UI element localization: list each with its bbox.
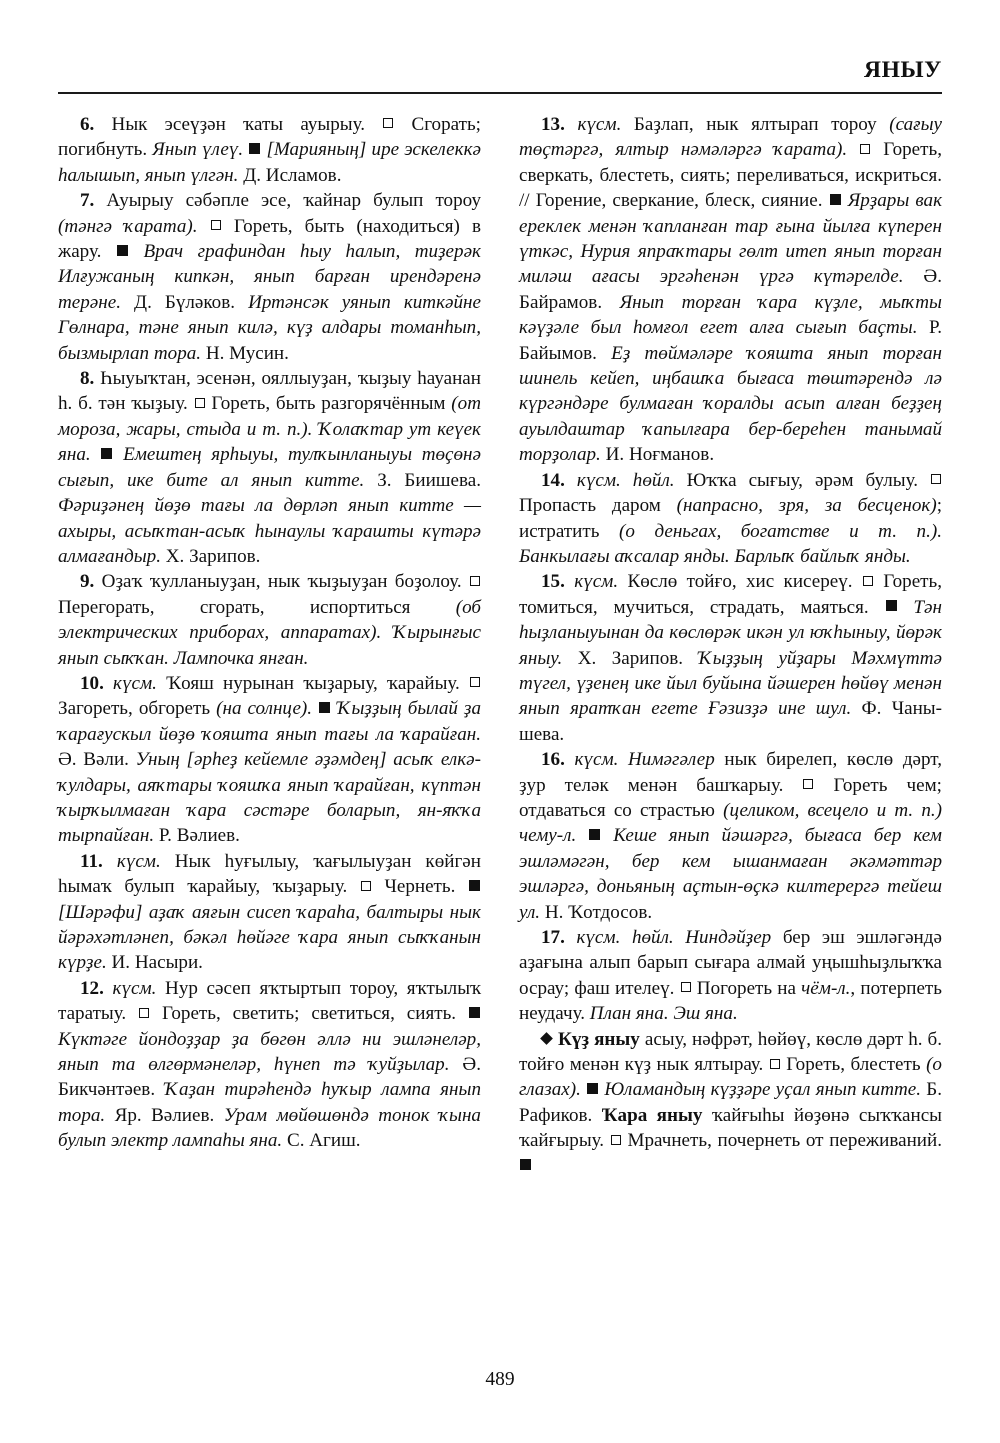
definition-text: Юҡҡа сығыу, әрәм булыу. [674,469,930,491]
citation-marker-icon [117,245,128,256]
citation-marker-icon [589,829,600,840]
definition-text: Гореть, быть (находиться) в жару. [58,215,482,263]
sense-number: 10. [80,672,104,694]
definition-text: Ә. Байрамов. [519,266,942,313]
definition-text: Нык һуғылыу, ҡағылыуҙан көйгән һымаҡ булып ҡарайыу, ҡыҙарыу. [58,850,481,898]
russian-gloss-marker-icon [860,144,870,154]
usage-label: күсм. [113,672,157,694]
definition-text: Гореть, быть разгорячённым [211,393,452,415]
example-text: (тәнгә ҡарата). [58,215,198,237]
definition-text: Н. Мусин. [201,342,289,364]
sense-entry [58,188,481,366]
definition-text: Ф. Чанышева. [519,698,942,745]
example-text: Урам мөйөшөндә тонок ҡына булып электр лампаһы яна. [58,1104,481,1152]
example-text: Иртәнсәк уянып киткәйне Гөлнара, тәне янып килә, күҙ алдары томанһып, бызмырлап тора. [58,291,481,364]
definition-text: Д. Исламов. [238,164,342,186]
russian-gloss-marker-icon [383,118,393,128]
definition-text: Чернеть. [384,876,468,898]
definition-text: Гореть, светить; светиться, сиять. [162,1003,468,1025]
sense-entry [58,671,481,849]
definition-text: Ҡояш нурынан ҡыҙарыу, ҡарайыу. [156,672,469,694]
example-text: Врач графиндан һыу һалып, тиҙерәк Илғужаның кипкән, янып барған ирендәренә терәне. [58,241,481,313]
citation-marker-icon [101,448,112,459]
example-text: (целиком, всецело и т. п.) чему-л. [519,799,942,847]
sense-number: 12. [80,977,104,999]
russian-gloss-marker-icon [470,576,480,586]
example-text: Еҙ төймәләре ҡояшта янып торған шинель кейеп, иңбашҡа бығаса төштәрендә лә күргәндәре булмаған ҡоралды асып алған беҙҙең ауылдаштар ҡапылғара бер-береһен танымай торҙолар. [519,342,942,466]
citation-marker-icon [587,1083,598,1094]
definition-text: Х. Зарипов. [562,647,699,669]
phrase-marker-icon [540,1032,553,1045]
definition-text: Р. Вәлиев. [154,825,240,847]
russian-gloss-marker-icon [361,881,371,891]
phrase-entry [519,1027,942,1179]
russian-gloss-marker-icon [139,1008,149,1018]
example-text: Емештең ярһыуы, тулҡынланыуы төҫөнә сығып, ике бите ал янып китте. [58,444,481,491]
example-text: Ниндәйҙер [685,927,772,948]
sense-number: 7. [80,190,95,212]
phrase-headword: Күҙ яныу [558,1028,640,1050]
russian-gloss-marker-icon [195,398,205,408]
example-text: Нимәгәлер [628,749,715,771]
definition-text: Гореть, сверкать, блестеть, сиять; переливаться, искриться. // Горение, сверкание, блеск, сияние. [519,139,942,212]
page-header [58,56,942,102]
citation-marker-icon [520,1159,531,1170]
russian-gloss-marker-icon [931,474,941,484]
sense-number: 16. [541,749,565,771]
usage-label: күсм. [574,571,619,593]
citation-marker-icon [319,702,330,713]
running-head: ЯНЫУ [864,57,942,83]
sense-entry [58,849,481,976]
right-column [519,112,942,1333]
definition-text: Ә. Бикчәнтәев. [58,1054,481,1101]
definition-text: Загореть, обгореть [58,698,217,720]
definition-text: Ауырыу сәбәпле эсе, ҡайнар булып тороу [106,190,481,212]
page-footer [0,1369,1000,1391]
definition-text: Гореть, блестеть [786,1054,927,1076]
definition-text: Мрачнеть, почернеть от переживаний. [627,1130,942,1152]
russian-gloss-marker-icon [803,779,813,789]
usage-label: күсм. [574,749,619,771]
definition-text: Яр. Вәлиев. [105,1104,224,1126]
page-number: 489 [485,1369,515,1390]
example-text: Тән һыҙланыуынан да көслөрәк икән ул юҡһыныу, йөрәк яныу. [519,596,942,669]
sense-number: 9. [80,571,95,593]
sense-entry [58,976,481,1154]
sense-entry [519,569,942,747]
definition-text: Д. Бүләков. [121,291,249,313]
definition-text: Көслө тойғо, хис кисереү. [618,571,862,593]
definition-text: Н. Ҡотдосов. [540,901,653,923]
definition-text: Оҙаҡ ҡулланыуҙан, нык ҡыҙыуҙан боҙолоу. [101,571,469,593]
example-text: (сағыу төҫтәргә, ялтыр нәмәләргә ҡарата). [519,114,942,161]
usage-label: күсм. [112,977,157,999]
sense-entry [519,747,942,925]
russian-gloss-marker-icon [681,982,691,992]
definition-text: Пропасть даром [519,495,677,517]
definition-text: Нык эсеүҙән ҡаты ауырыу. [111,114,383,135]
example-text: Ҡыҙҙың уйҙары Мәхмүттә түгел, үҙенең ике йыл буйына йәшерен һөйөү менән янып яратҡан егете Ғәзизҙә ине шул. [519,647,942,720]
definition-text: Сгорать; погибнуть. [58,114,481,161]
usage-label: күсм. [577,114,622,135]
definition-text: Б. Рафиков. [519,1079,942,1126]
header-rule [58,92,942,94]
citation-marker-icon [469,1007,480,1018]
russian-gloss-marker-icon [863,576,873,586]
example-text: (об электрических приборах, аппаратах). Ҡырынғыс янып сыҡҡан. Лампочка янған. [58,596,481,669]
example-text: Ярҙары вак ереклек менән ҡапланған тар ғына йылға күперен үткәс, Нурия япраҡтары гөлт итеп янып торған миләш ағасы эргәһенән үргә күтәрелде. [519,190,942,288]
definition-text: ; истратить [519,495,942,542]
sense-entry [519,925,942,1027]
citation-marker-icon [830,194,841,205]
sense-number: 13. [541,114,565,135]
example-text: Янып үлеү. [152,139,244,161]
example-text: Фәриҙәнең йөҙө тағы ла дөрләп янып китте — ахыры, асыҡтан-асыҡ һынаулы ҡарашты күтәрә алмағандыр. [58,495,481,567]
sense-number: 8. [80,368,95,390]
citation-marker-icon [249,143,260,154]
sense-number: 17. [541,927,565,948]
example-text: (о глазах). [519,1054,942,1101]
definition-text: И. Насыри. [106,952,203,974]
definition-text: Х. Зарипов. [160,545,261,567]
definition-text [618,749,628,770]
russian-gloss-marker-icon [470,677,480,687]
text-columns [58,112,942,1333]
example-text: Юламандың күҙҙәре уҫал янып китте. [604,1079,922,1101]
definition-text: Нур сәсеп яҡтыртып тороу, яҡтылыҡ таратыу. [58,977,481,1025]
definition-text: асыу, нәфрәт, һөйөү, көслө дәрт һ. б. тойғо менән күҙ нык ялтырау. [519,1028,942,1076]
example-text: Кеше янып йәшәргә, бығаса бер кем эшләмәгән, бер кем ышанмаған әкәмәттәр эшләргә, доньяның аҫтын-өҫкә килтерергә тейеш ул. [519,825,942,923]
definition-text: С. Агиш. [282,1130,361,1152]
left-column [58,112,481,1333]
sense-number: 11. [80,850,103,872]
example-text: (от мороза, жары, стыда и т. п.). Ҡолаҡтар ут кеүек яна. [58,393,481,466]
sense-number: 15. [541,571,565,593]
russian-gloss-marker-icon [770,1059,780,1069]
russian-gloss-marker-icon [211,220,221,230]
citation-marker-icon [469,880,480,891]
example-text: (напрасно, зря, за бесценок) [676,495,937,517]
definition-text: З. Биишева. [364,469,481,491]
definition-text: бер эш эшләгәндә аҙағына алып барып сығара алмай уңышһыҙлыҡҡа осрау; фаш ителеү. [519,927,942,999]
sense-entry [519,112,942,468]
sense-entry [519,468,942,570]
usage-label: күсм. һөйл. [576,927,674,948]
example-text: чём-л. [801,977,851,999]
phrase-headword: Ҡара яныу [601,1104,703,1126]
example-text: [Марияның] ире эскелеккә һалышып, янып үлгән. [58,139,481,186]
russian-gloss-marker-icon [611,1135,621,1145]
definition-text: Перегорать, сгорать, испортиться [58,596,456,618]
definition-text [674,927,686,948]
definition-text: Ә. Вәли. [58,749,136,771]
example-text: План яна. Эш яна. [589,1003,738,1025]
sense-entry [58,112,481,188]
sense-entry [58,366,481,569]
definition-text: , потерпеть неудачу. [519,977,942,1025]
example-text: Ҡаҙан тирәһендә һуҡыр лампа янып тора. [58,1079,481,1126]
definition-text: нык бирелеп, көслө дәрт, ҙур теләк менән башҡарыу. [519,749,942,796]
definition-text: ҡайғыһы йөҙөнә сыҡҡансы ҡайғырыу. [519,1104,943,1152]
definition-text: И. Ноғманов. [600,444,715,466]
sense-number: 14. [541,469,565,491]
definition-text: Һыуыҡтан, эсенән, ояллыуҙан, ҡыҙыу һауанан һ. б. тән ҡыҙыу. [58,368,481,415]
sense-entry [58,569,481,671]
usage-label: күсм. [116,850,161,872]
citation-marker-icon [886,600,897,611]
definition-text: Погореть на [696,977,802,999]
definition-text: Баҙлап, нык ялтырап тороу [621,114,890,135]
example-text: Күктәге йондоҙҙар ҙа бөгөн әллә ни эшләнеләр, янып та өлгөрмәнеләр, һүнеп тә ҡуйҙылар. [58,1028,481,1076]
example-text: Уның [әрһеҙ кейемле әҙәмдең] асыҡ елкә-ҡулдары, аяҡтары ҡояшҡа янып ҡарайған, күптән ҡырҡылмаған ҡара сәстәре боларып, ян-яҡҡа тырпайған. [58,749,481,847]
example-text: Янып торған ҡара күҙле, мыҡты кәүҙәле был һомғол егет алға сығып баҫты. [519,291,942,339]
definition-text: Гореть, томиться, мучиться, страдать, маяться. [519,571,943,618]
example-text: (на солнце). [216,698,313,720]
example-text: [Шәрәфи] аҙаҡ аяғын сисеп ҡараһа, балтыры нык йәрәхәтләнеп, бәкәл һөйәге ҡара янып сыҡҡанын күрҙе. [58,901,481,974]
usage-label: күсм. һөйл. [576,469,675,491]
definition-text: Р. Байымов. [519,317,942,364]
definition-text: Гореть чем; отдаваться со страстью [519,774,942,821]
sense-number: 6. [80,114,95,135]
example-text: Ҡыҙҙың былай ҙа ҡарағускыл йөҙө ҡояшта янып тағы ла ҡарайған. [58,698,482,745]
example-text: (о деньгах, богатстве и т. п.). Банкылағы аҡсалар янды. Барлыҡ байлыҡ янды. [519,520,942,567]
